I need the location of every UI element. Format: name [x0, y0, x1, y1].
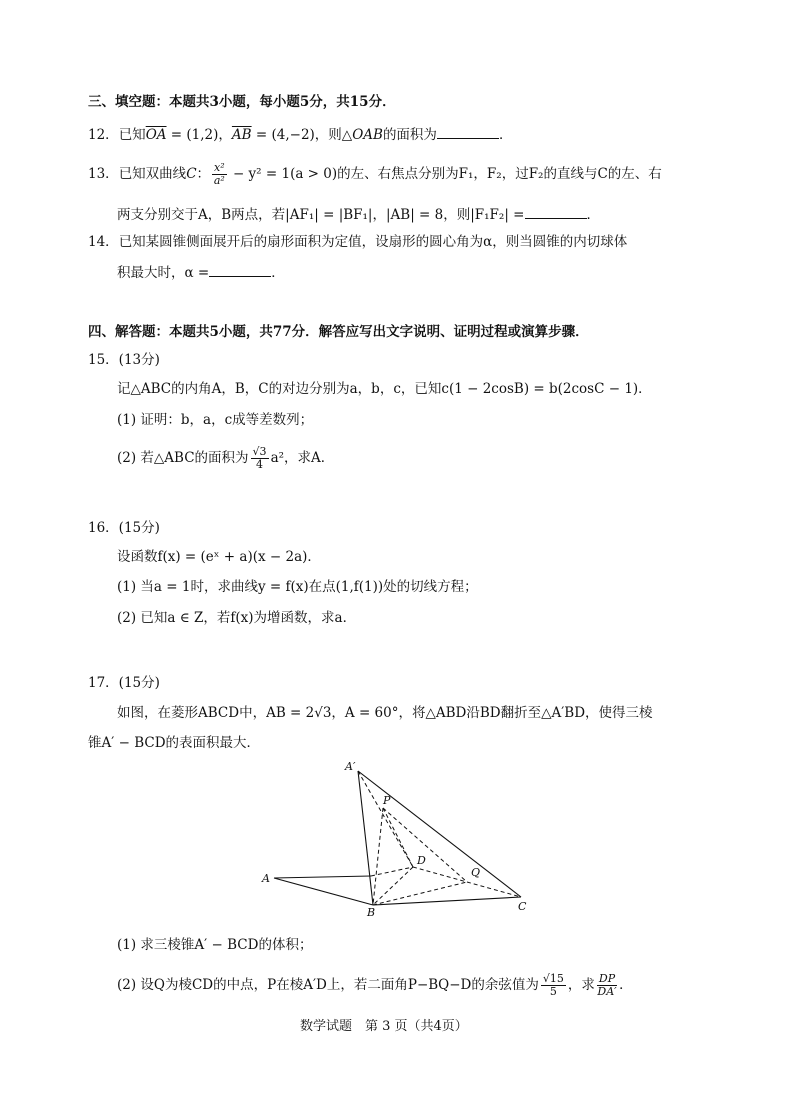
question-number: 13． [88, 166, 119, 182]
label-p: P [383, 794, 391, 807]
edge-d-c [413, 867, 521, 897]
question-17-part2 [117, 973, 633, 998]
edge-a-b [274, 878, 373, 905]
edge-a1-d [358, 771, 413, 867]
question-15-part2 [117, 446, 334, 471]
denominator: 4 [256, 458, 264, 471]
answer-blank [525, 204, 587, 219]
text: 已知某圆锥侧面展开后的扇形面积为定值，设扇形的圆心角为α，则当圆锥的内切球体 [118, 234, 628, 250]
text: 已知双曲线 [118, 166, 187, 182]
text: ： [196, 166, 211, 182]
text: ． [619, 977, 633, 993]
question-17-part1: (1) 求三棱锥A′ − BCD的体积； [117, 937, 313, 953]
numerator: DP [598, 972, 616, 985]
edge-a1-c [358, 771, 521, 897]
fraction-x2-a2 [212, 162, 227, 187]
label-b: B [367, 906, 376, 918]
text: 已知 [118, 127, 146, 143]
denominator: DA′ [597, 985, 617, 998]
question-15-stem: 记△ABC的内角A，B，C的对边分别为a，b，c，已知c(1 − 2cosB) = b(2cosC − 1)． [117, 381, 652, 397]
question-14-line1 [88, 232, 627, 252]
label-a-prime: A′ [345, 760, 356, 773]
edge-a-d-visible [274, 876, 371, 878]
edge-a1-b [358, 771, 373, 905]
section-4-title: 四、解答题：本题共5小题，共77分．解答应写出文字说明、证明过程或演算步骤． [88, 324, 589, 340]
text: ． [498, 127, 513, 143]
question-16-part1: (1) 当a = 1时，求曲线y = f(x)在点(1,f(1))处的切线方程； [117, 579, 478, 595]
answer-blank [209, 262, 271, 277]
text: 积最大时，α = [117, 265, 210, 281]
text: = (4,−2)，则△ [251, 127, 353, 143]
fraction-sqrt3-4 [251, 446, 269, 471]
label-c: C [518, 900, 527, 913]
vector-oa: $\overline{OA}$ [145, 127, 167, 143]
text: (2) 设Q为棱CD的中点，P在棱A′D上，若二面角P−BQ−D的余弦值为 [117, 977, 539, 993]
text: 的面积为 [382, 127, 437, 143]
question-15-head: 15．(13分) [88, 352, 160, 368]
text: C [186, 166, 197, 182]
label-q: Q [471, 866, 481, 879]
pyramid-figure [255, 758, 535, 918]
question-13-line2 [117, 204, 600, 225]
text: (2) 若△ABC的面积为 [117, 450, 249, 466]
question-12 [88, 124, 512, 145]
triangle-name: OAB [352, 127, 383, 143]
edge-d-b [373, 867, 413, 905]
edge-p-b [373, 808, 383, 905]
label-a: A [262, 872, 270, 885]
text: 两支分别交于A，B两点，若|AF₁| = |BF₁|，|AB| = 8，则|F₁F₂| = [117, 207, 525, 223]
text: ，求 [567, 977, 595, 993]
question-number: 14． [88, 234, 119, 250]
vector-ab: $\overline{AB}$ [231, 127, 252, 143]
question-17-stem-line2: 锥A′ − BCD的表面积最大． [88, 735, 261, 751]
edge-p-d [383, 808, 413, 867]
text: ． [586, 207, 600, 223]
answer-blank [437, 124, 499, 139]
question-16-head: 16．(15分) [88, 520, 160, 536]
text: = (1,2)， [166, 127, 232, 143]
question-13-line1 [88, 162, 662, 187]
text: ． [271, 265, 285, 281]
question-16-stem: 设函数f(x) = (eˣ + a)(x − 2a)． [117, 549, 321, 565]
question-number: 12． [88, 127, 119, 143]
edge-a-d-hidden [371, 867, 413, 876]
denominator: 5 [549, 985, 557, 998]
text: − y² = 1(a > 0)的左、右焦点分别为F₁，F₂，过F₂的直线与C的左、右 [228, 166, 662, 182]
page-footer: 数学试题 第 3 页（共4页） [300, 1019, 468, 1034]
fraction-dp-da [597, 973, 617, 998]
edge-b-q [373, 882, 467, 905]
question-17-head: 17．(15分) [88, 675, 160, 691]
numerator: √15 [542, 972, 564, 985]
question-15-part1: (1) 证明：b，a，c成等差数列； [117, 412, 314, 428]
question-17-stem-line1: 如图，在菱形ABCD中，AB = 2√3，A = 60°，将△ABD沿BD翻折至△A′BD，使得三棱 [117, 705, 653, 721]
numerator: x² [214, 161, 225, 174]
numerator: √3 [252, 445, 267, 458]
text: a²，求A． [270, 450, 335, 466]
question-16-part2: (2) 已知a ∈ Z，若f(x)为增函数，求a． [117, 610, 357, 626]
fraction-sqrt15-5 [541, 973, 566, 998]
label-d: D [417, 854, 426, 867]
section-3-title: 三、填空题：本题共3小题，每小题5分，共15分． [88, 94, 396, 110]
question-14-line2 [117, 262, 285, 283]
edge-b-c [373, 897, 521, 905]
denominator: a² [213, 174, 225, 187]
